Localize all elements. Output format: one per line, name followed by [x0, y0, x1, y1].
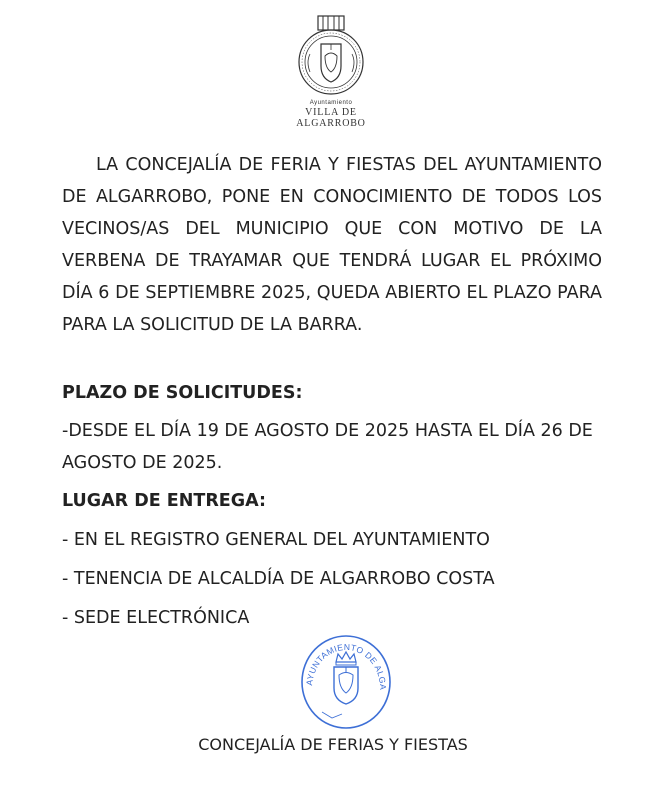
logo-caption-small: Ayuntamiento	[309, 100, 353, 106]
town-seal-icon	[296, 14, 366, 98]
lugar-heading: LUGAR DE ENTREGA:	[62, 491, 266, 511]
town-logo	[288, 14, 374, 129]
svg-text:AYUNTAMIENTO DE ALGARROBO (MÁL: AYUNTAMIENTO DE ALGA	[304, 641, 389, 691]
lugar-item: - SEDE ELECTRÓNICA	[62, 608, 250, 628]
logo-caption-line1: VILLA DE	[305, 107, 357, 118]
logo-caption-line2: ALGARROBO	[296, 118, 366, 129]
plazo-heading: PLAZO DE SOLICITUDES:	[62, 383, 303, 403]
official-stamp	[298, 630, 394, 730]
lugar-item: - TENENCIA DE ALCALDÍA DE ALGARROBO COSTA	[62, 569, 495, 589]
signature-line: CONCEJALÍA DE FERIAS Y FIESTAS	[198, 735, 468, 754]
lugar-item: - EN EL REGISTRO GENERAL DEL AYUNTAMIENTO	[62, 530, 490, 550]
plazo-text: -DESDE EL DÍA 19 DE AGOSTO DE 2025 HASTA EL DÍA 26 DE AGOSTO DE 2025.	[62, 421, 593, 473]
intro-paragraph: LA CONCEJALÍA DE FERIA Y FIESTAS DEL AYUNTAMIENTO DE ALGARROBO, PONE EN CONOCIMIENTO DE TODOS LOS VECINOS/AS DEL MUNICIPIO QUE CON MOTIVO DE LA VERBENA DE TRAYAMAR QUE TENDRÁ LUGAR EL PRÓXIMO DÍA 6 DE SEPTIEMBRE 2025, QUEDA ABIERTO EL PLAZO PARA PARA LA SOLICITUD DE LA BARRA.	[62, 155, 602, 335]
stamp-seal-icon	[298, 630, 394, 730]
